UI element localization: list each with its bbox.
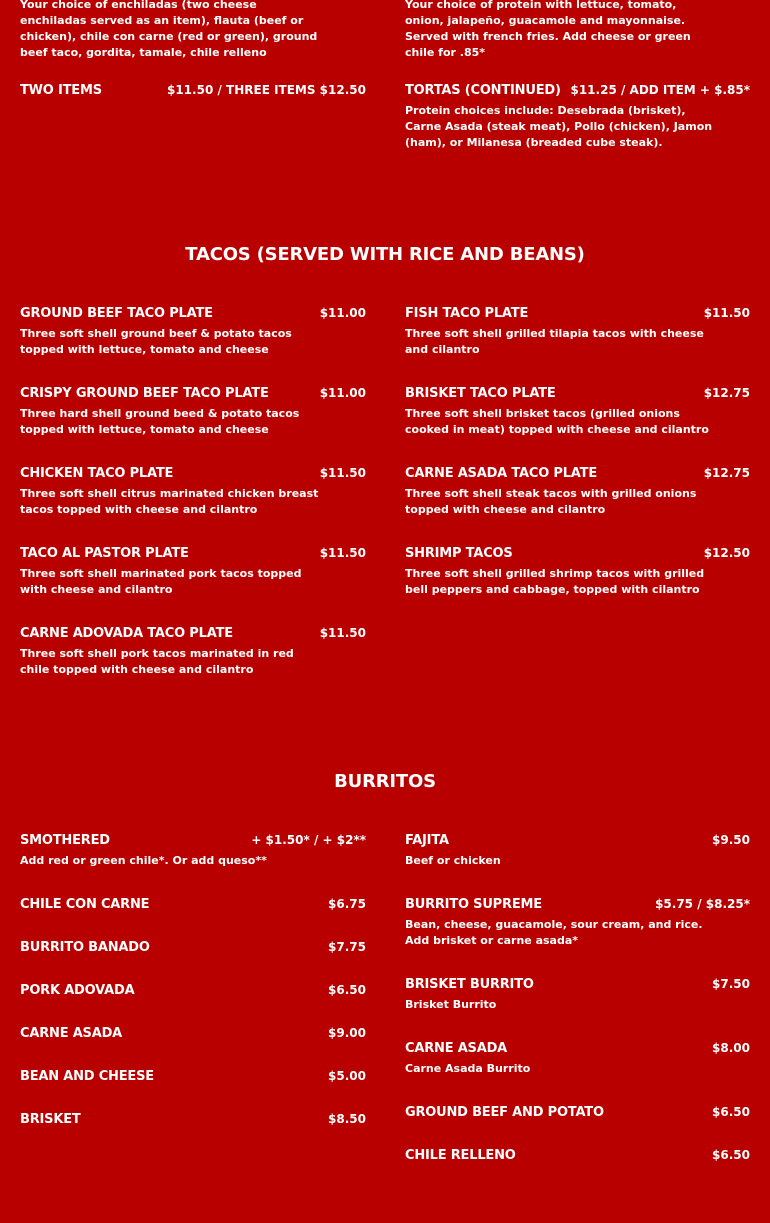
item-price: $8.00 [712, 1041, 750, 1055]
menu-item-two-items [20, 83, 366, 98]
item-name: FAJITA [405, 833, 449, 848]
menu-item [20, 546, 366, 598]
item-price: $6.50 [712, 1148, 750, 1162]
item-name: CHILE RELLENO [405, 1148, 516, 1163]
item-price: $12.75 [703, 466, 750, 480]
item-description: Bean, cheese, guacamole, sour cream, and rice. Add brisket or carne asada* [405, 918, 703, 947]
item-price: $8.50 [328, 1112, 366, 1126]
item-name: CARNE ASADA TACO PLATE [405, 466, 598, 481]
item-name: GROUND BEEF TACO PLATE [20, 306, 213, 321]
item-price: $7.50 [712, 977, 750, 991]
item-name: TORTAS (CONTINUED) [405, 83, 561, 98]
item-description: Brisket Burrito [405, 998, 497, 1011]
item-price: $11.00 [319, 386, 366, 400]
item-description: Three soft shell brisket tacos (grilled onions cooked in meat) topped with cheese and cilantro [405, 407, 709, 436]
menu-item [405, 1148, 750, 1163]
menu-item [405, 1041, 750, 1077]
item-price: $11.50 [319, 626, 366, 640]
menu-item [20, 626, 366, 678]
item-price: $11.25 / ADD ITEM + $.85* [570, 83, 750, 97]
menu-item [20, 983, 366, 998]
menu-item [20, 1112, 366, 1127]
menu-item [405, 386, 750, 438]
item-name: FISH TACO PLATE [405, 306, 529, 321]
menu-item [405, 0, 750, 61]
item-name: CARNE ASADA [405, 1041, 508, 1056]
item-description: Add red or green chile*. Or add queso** [20, 854, 267, 867]
item-price: $12.50 [703, 546, 750, 560]
item-name: BRISKET [20, 1112, 81, 1127]
item-price: $6.50 [712, 1105, 750, 1119]
section-title-burritos: BURRITOS [334, 771, 436, 792]
menu-item-tortas-continued [405, 83, 750, 151]
item-description: Three soft shell marinated pork tacos topped with cheese and cilantro [20, 567, 302, 596]
menu-item [405, 466, 750, 518]
item-name: BEAN AND CHEESE [20, 1069, 154, 1084]
item-description: Three soft shell grilled tilapia tacos with cheese and cilantro [405, 327, 704, 356]
menu-item [20, 1069, 366, 1084]
menu-item [405, 1105, 750, 1120]
item-name: GROUND BEEF AND POTATO [405, 1105, 604, 1120]
item-name: PORK ADOVADA [20, 983, 135, 998]
item-description: Three soft shell pork tacos marinated in red chile topped with cheese and cilantro [20, 647, 294, 676]
menu-item [20, 940, 366, 955]
item-price: $11.50 [319, 466, 366, 480]
menu-item [20, 0, 366, 61]
item-price: $6.75 [328, 897, 366, 911]
item-name: CARNE ADOVADA TACO PLATE [20, 626, 233, 641]
item-price: + $1.50* / + $2** [251, 833, 366, 847]
item-price: $11.50 [703, 306, 750, 320]
item-description: Three soft shell ground beef & potato tacos topped with lettuce, tomato and cheese [20, 327, 292, 356]
item-price: $7.75 [328, 940, 366, 954]
menu-item [405, 897, 750, 949]
menu-item [20, 386, 366, 438]
item-description: Your choice of enchiladas (two cheese enchiladas served as an item), flauta (beef or chicken), chile con carne (red or green), ground beef taco, gordita, tamale, chile relleno [20, 0, 318, 59]
item-description: Carne Asada Burrito [405, 1062, 531, 1075]
menu-item [20, 306, 366, 358]
item-description: Your choice of protein with lettuce, tomato, onion, jalapeño, guacamole and mayonnaise. Served with french fries. Add cheese or green chile for .85* [405, 0, 691, 59]
item-description: Beef or chicken [405, 854, 501, 867]
item-name: TACO AL PASTOR PLATE [20, 546, 189, 561]
item-description: Three soft shell grilled shrimp tacos with grilled bell peppers and cabbage, topped with cilantro [405, 567, 705, 596]
menu-item [20, 1026, 366, 1041]
item-description: Three soft shell steak tacos with grilled onions topped with cheese and cilantro [405, 487, 697, 516]
item-name: CRISPY GROUND BEEF TACO PLATE [20, 386, 269, 401]
menu-item [405, 977, 750, 1013]
item-description: Three soft shell citrus marinated chicken breast tacos topped with cheese and cilantro [20, 487, 319, 516]
item-price: $5.75 / $8.25* [655, 897, 750, 911]
menu-item [405, 833, 750, 869]
item-name: SHRIMP TACOS [405, 546, 513, 561]
menu-item [20, 833, 366, 869]
item-price: $11.00 [319, 306, 366, 320]
menu-item [20, 466, 366, 518]
item-price: $9.50 [712, 833, 750, 847]
item-description: Three hard shell ground beed & potato tacos topped with lettuce, tomato and cheese [20, 407, 300, 436]
item-name: BURRITO BANADO [20, 940, 150, 955]
item-name: BRISKET TACO PLATE [405, 386, 556, 401]
item-name: BRISKET BURRITO [405, 977, 534, 992]
item-name: SMOTHERED [20, 833, 110, 848]
section-title-tacos: TACOS (SERVED WITH RICE AND BEANS) [185, 244, 585, 265]
item-price: $12.75 [703, 386, 750, 400]
item-price: $11.50 [319, 546, 366, 560]
menu-item [405, 306, 750, 358]
item-price: $9.00 [328, 1026, 366, 1040]
item-name: CHICKEN TACO PLATE [20, 466, 174, 481]
menu-item [20, 897, 366, 912]
item-name: BURRITO SUPREME [405, 897, 542, 912]
item-description: Protein choices include: Desebrada (brisket), Carne Asada (steak meat), Pollo (chicken), Jamon (ham), or Milanesa (breaded cube steak). [405, 104, 713, 149]
item-name: TWO ITEMS [20, 83, 102, 98]
item-price: $5.00 [328, 1069, 366, 1083]
item-name: CARNE ASADA [20, 1026, 123, 1041]
item-name: CHILE CON CARNE [20, 897, 150, 912]
item-price: $6.50 [328, 983, 366, 997]
item-price: $11.50 / THREE ITEMS $12.50 [166, 83, 366, 97]
menu-item [405, 546, 750, 598]
